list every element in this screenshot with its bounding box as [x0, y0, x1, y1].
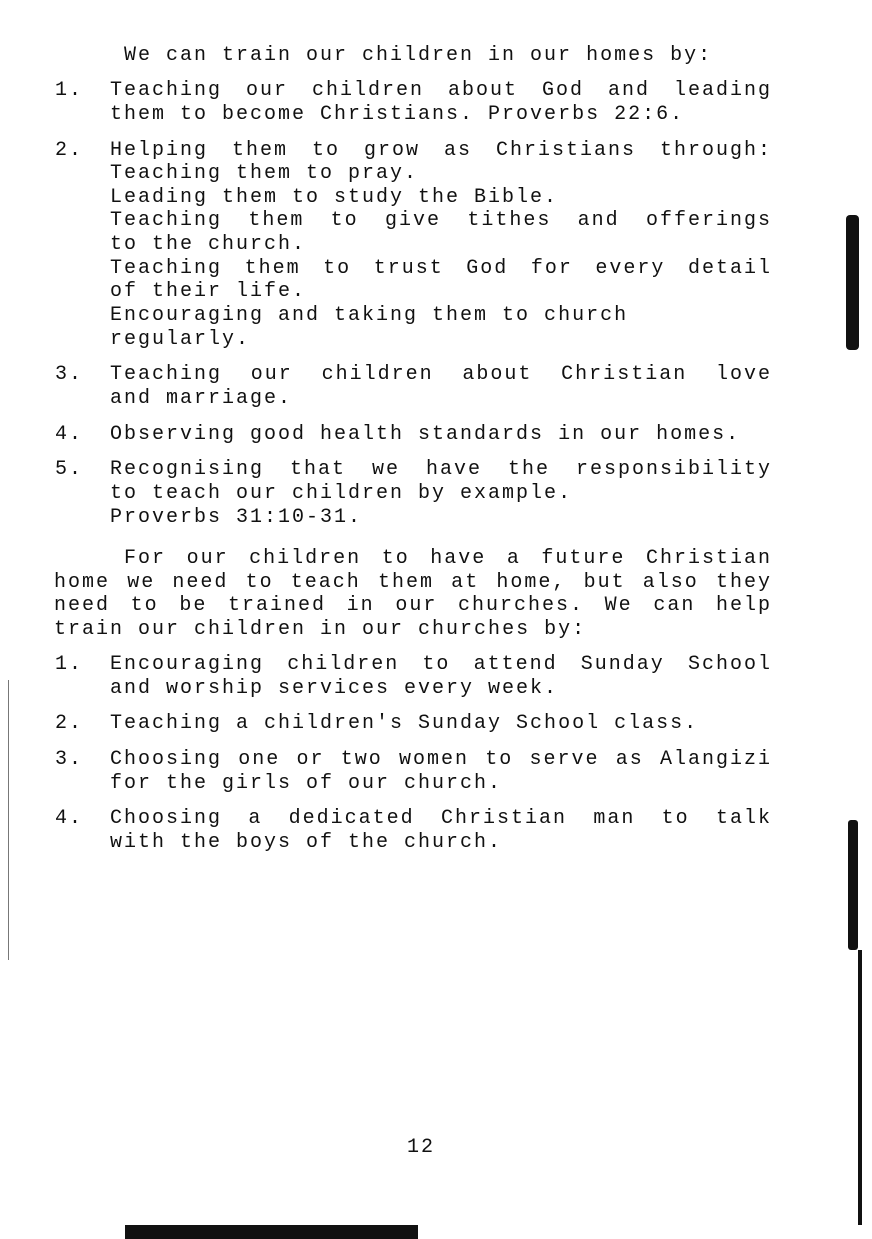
list-line: Choosing one or two women to serve as Alangizi	[110, 748, 772, 771]
paragraph-line: train our children in our churches by:	[54, 618, 587, 641]
list-line: Choosing a dedicated Christian man to talk	[110, 807, 772, 830]
list-line: Leading them to study the Bible.	[110, 186, 559, 209]
list-number: 3.	[55, 748, 84, 771]
list-line: Observing good health standards in our homes.	[110, 423, 741, 446]
paragraph-line: For our children to have a future Christian	[124, 547, 772, 570]
list-line: Teaching a children's Sunday School class.	[110, 712, 699, 735]
scan-mark	[125, 1225, 418, 1239]
list-line: Teaching our children about God and leading	[110, 79, 772, 102]
list-line: to teach our children by example.	[110, 482, 573, 505]
list-line: Recognising that we have the responsibility	[110, 458, 772, 481]
page-number: 12	[407, 1136, 436, 1159]
list-line: Encouraging and taking them to church	[110, 304, 629, 327]
list-line: Teaching them to give tithes and offerings	[110, 209, 772, 232]
list-number: 5.	[55, 458, 84, 481]
scan-mark	[858, 950, 862, 1225]
list-number: 3.	[55, 363, 84, 386]
list-line: for the girls of our church.	[110, 772, 503, 795]
list-line: Helping them to grow as Christians through:	[110, 139, 772, 162]
paragraph-line: home we need to teach them at home, but also they	[54, 571, 772, 594]
list-number: 4.	[55, 807, 84, 830]
list-number: 1.	[55, 79, 84, 102]
scan-mark	[846, 215, 859, 350]
scan-mark	[848, 820, 858, 950]
list-number: 1.	[55, 653, 84, 676]
list-number: 2.	[55, 139, 84, 162]
list-line: and worship services every week.	[110, 677, 559, 700]
paragraph-line: need to be trained in our churches. We can help	[54, 594, 772, 617]
list-line: with the boys of the church.	[110, 831, 503, 854]
list-line: them to become Christians. Proverbs 22:6.	[110, 103, 685, 126]
list-number: 4.	[55, 423, 84, 446]
list-line: Proverbs 31:10-31.	[110, 506, 363, 529]
list-line: regularly.	[110, 328, 251, 351]
list-line: of their life.	[110, 280, 307, 303]
list-line: and marriage.	[110, 387, 293, 410]
list-number: 2.	[55, 712, 84, 735]
list-line: Teaching them to trust God for every detail	[110, 257, 772, 280]
intro-line: We can train our children in our homes by:	[124, 44, 713, 67]
list-line: Encouraging children to attend Sunday School	[110, 653, 772, 676]
list-line: to the church.	[110, 233, 307, 256]
list-line: Teaching our children about Christian love	[110, 363, 772, 386]
list-line: Teaching them to pray.	[110, 162, 419, 185]
scan-mark	[8, 680, 9, 960]
